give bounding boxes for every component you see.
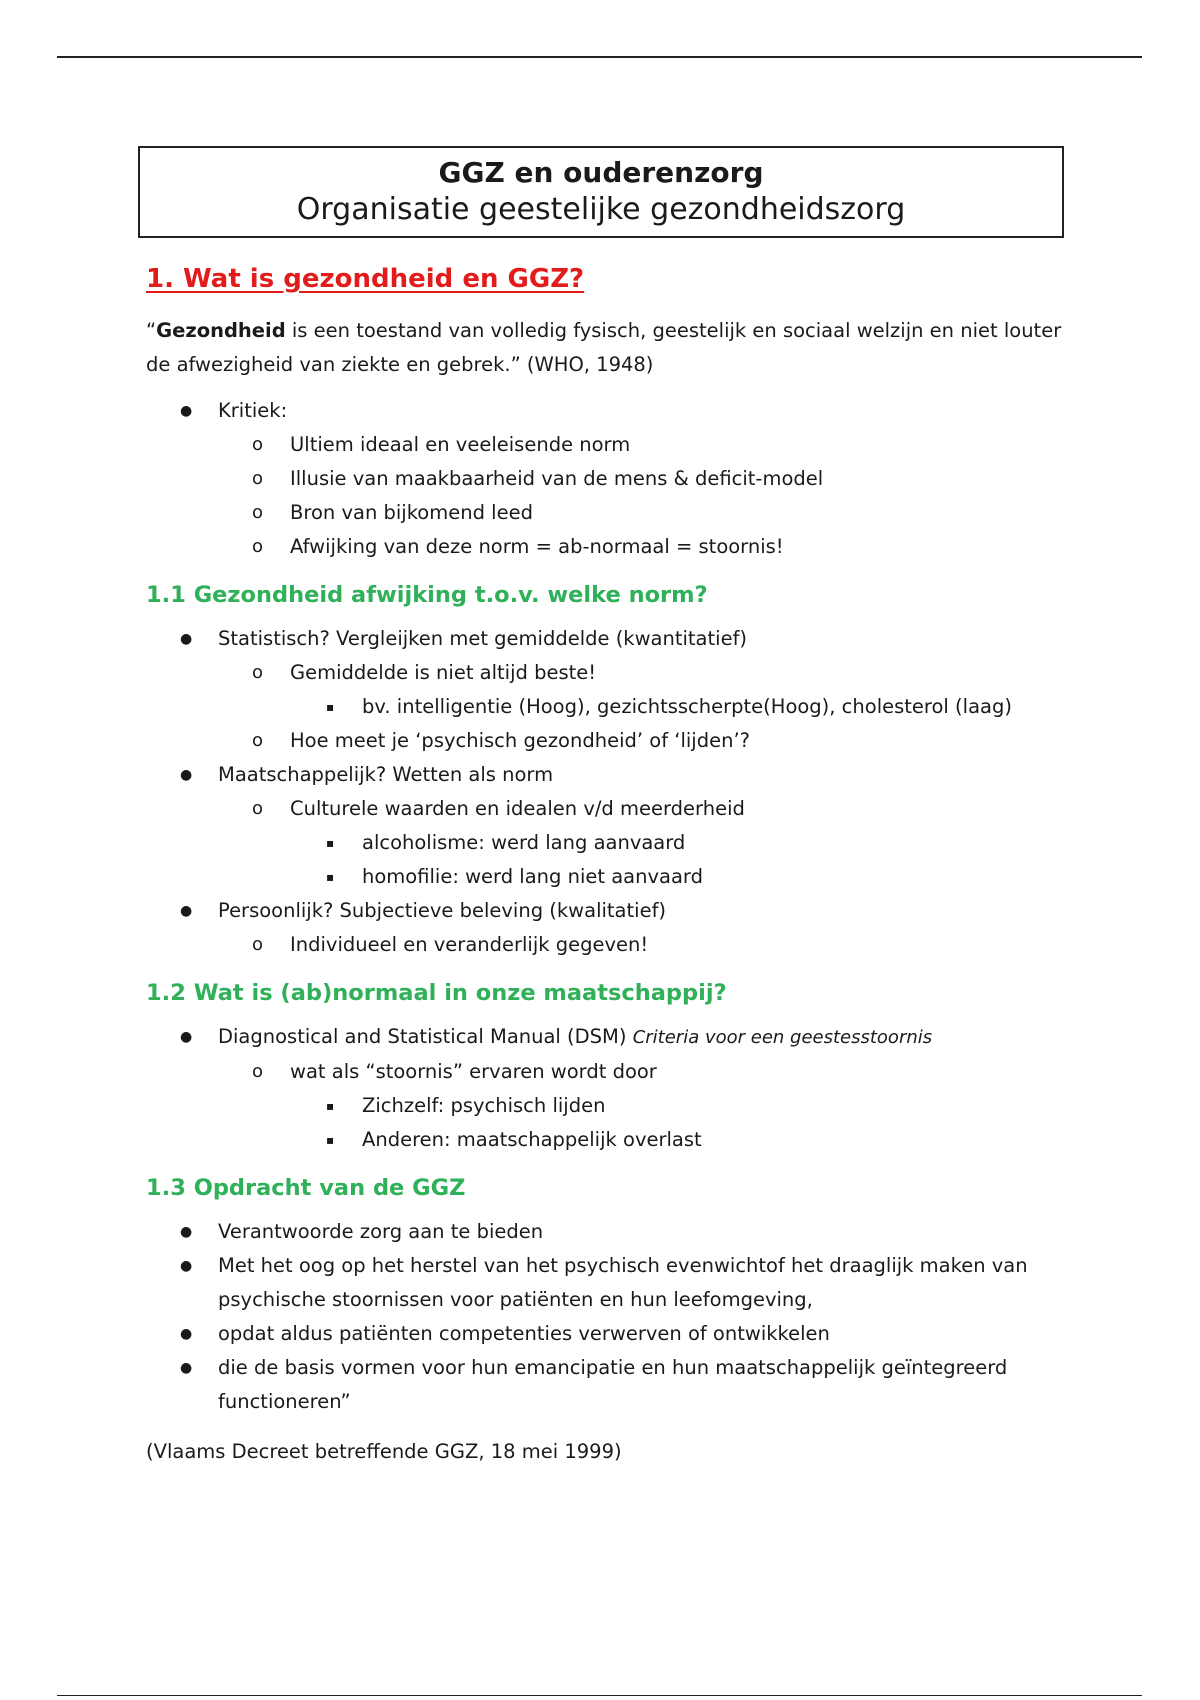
list-item-text: wat als “stoornis” ervaren wordt door (290, 1060, 657, 1083)
gemiddelde-sublist (290, 690, 1066, 724)
maatschappelijk-sublist (218, 792, 1066, 894)
list-item: ▪ Zichzelf: psychisch lijden (290, 1089, 1066, 1123)
list-item-text: Maatschappelijk? Wetten als norm (218, 763, 554, 786)
list-item: ▪ Anderen: maatschappelijk overlast (290, 1123, 1066, 1157)
list-item: ▪ bv. intelligentie (Hoog), gezichtsscherpte(Hoog), cholesterol (laag) (290, 690, 1066, 724)
list-item: ● opdat aldus patiënten competenties verwerven of ontwikkelen (146, 1317, 1066, 1351)
kritiek-list (146, 394, 1066, 564)
list-item (218, 656, 1066, 724)
health-definition (146, 314, 1066, 382)
kritiek-label: Kritiek: (218, 399, 288, 422)
document-title: GGZ en ouderenzorg (438, 156, 764, 189)
culturele-sublist (290, 826, 1066, 894)
list-item-text: Diagnostical and Statistical Manual (DSM) (218, 1025, 633, 1048)
document-body (146, 262, 1066, 1469)
document-subtitle: Organisatie geestelijke gezondheidszorg (296, 192, 906, 227)
statistisch-sublist (218, 656, 1066, 758)
list-item (146, 394, 1066, 564)
list-item: ● die de basis vormen voor hun emancipatie en hun maatschappelijk geïntegreerd functioneren” (146, 1351, 1066, 1419)
list-item: o Individueel en veranderlijk gegeven! (218, 928, 1066, 962)
list-item (146, 1020, 1066, 1157)
list-item-text: Persoonlijk? Subjectieve beleving (kwalitatief) (218, 899, 667, 922)
open-quote: “ (146, 319, 157, 342)
section-1-1-heading: 1.1 Gezondheid afwijking t.o.v. welke norm? (146, 582, 708, 608)
persoonlijk-sublist (218, 928, 1066, 962)
list-item: ▪ alcoholisme: werd lang aanvaard (290, 826, 1066, 860)
stoornis-sublist (290, 1089, 1066, 1157)
dsm-list (146, 1020, 1066, 1157)
list-item: o Afwijking van deze norm = ab-normaal = stoornis! (218, 530, 1066, 564)
opdracht-list (146, 1215, 1066, 1419)
decree-source: (Vlaams Decreet betreffende GGZ, 18 mei 1999) (146, 1440, 622, 1463)
list-item: o Hoe meet je ‘psychisch gezondheid’ of ‘lijden’? (218, 724, 1066, 758)
list-item (146, 622, 1066, 758)
footer-rule (57, 1695, 1142, 1696)
list-item: o Illusie van maakbaarheid van de mens & deficit-model (218, 462, 1066, 496)
title-box (138, 146, 1064, 238)
section-1-2-heading: 1.2 Wat is (ab)normaal in onze maatschappij? (146, 980, 727, 1006)
norm-list (146, 622, 1066, 962)
header-rule (57, 56, 1142, 58)
definition-text: is een toestand van volledig fysisch, geestelijk en sociaal welzijn en niet louter de afwezigheid van ziekte en gebrek.” (WHO, 1948) (146, 319, 1062, 376)
definition-term: Gezondheid (156, 319, 286, 342)
list-item: o Bron van bijkomend leed (218, 496, 1066, 530)
kritiek-sublist (218, 428, 1066, 564)
dsm-sublist (218, 1055, 1066, 1157)
dsm-criteria: Criteria voor een geestesstoornis (632, 1027, 933, 1048)
list-item: ▪ homofilie: werd lang niet aanvaard (290, 860, 1066, 894)
section-1-3-heading: 1.3 Opdracht van de GGZ (146, 1175, 466, 1201)
list-item (146, 894, 1066, 962)
list-item (218, 1055, 1066, 1157)
list-item (146, 758, 1066, 894)
section-1-heading: 1. Wat is gezondheid en GGZ? (146, 264, 585, 294)
list-item: ● Met het oog op het herstel van het psychisch evenwichtof het draaglijk maken van psychische stoornissen voor patiënten en hun leefomgeving, (146, 1249, 1066, 1317)
list-item (218, 792, 1066, 894)
list-item: o Ultiem ideaal en veeleisende norm (218, 428, 1066, 462)
list-item-text: Statistisch? Vergleijken met gemiddelde (kwantitatief) (218, 627, 748, 650)
list-item-text: Gemiddelde is niet altijd beste! (290, 661, 597, 684)
list-item: ● Verantwoorde zorg aan te bieden (146, 1215, 1066, 1249)
list-item-text: Culturele waarden en idealen v/d meerderheid (290, 797, 745, 820)
